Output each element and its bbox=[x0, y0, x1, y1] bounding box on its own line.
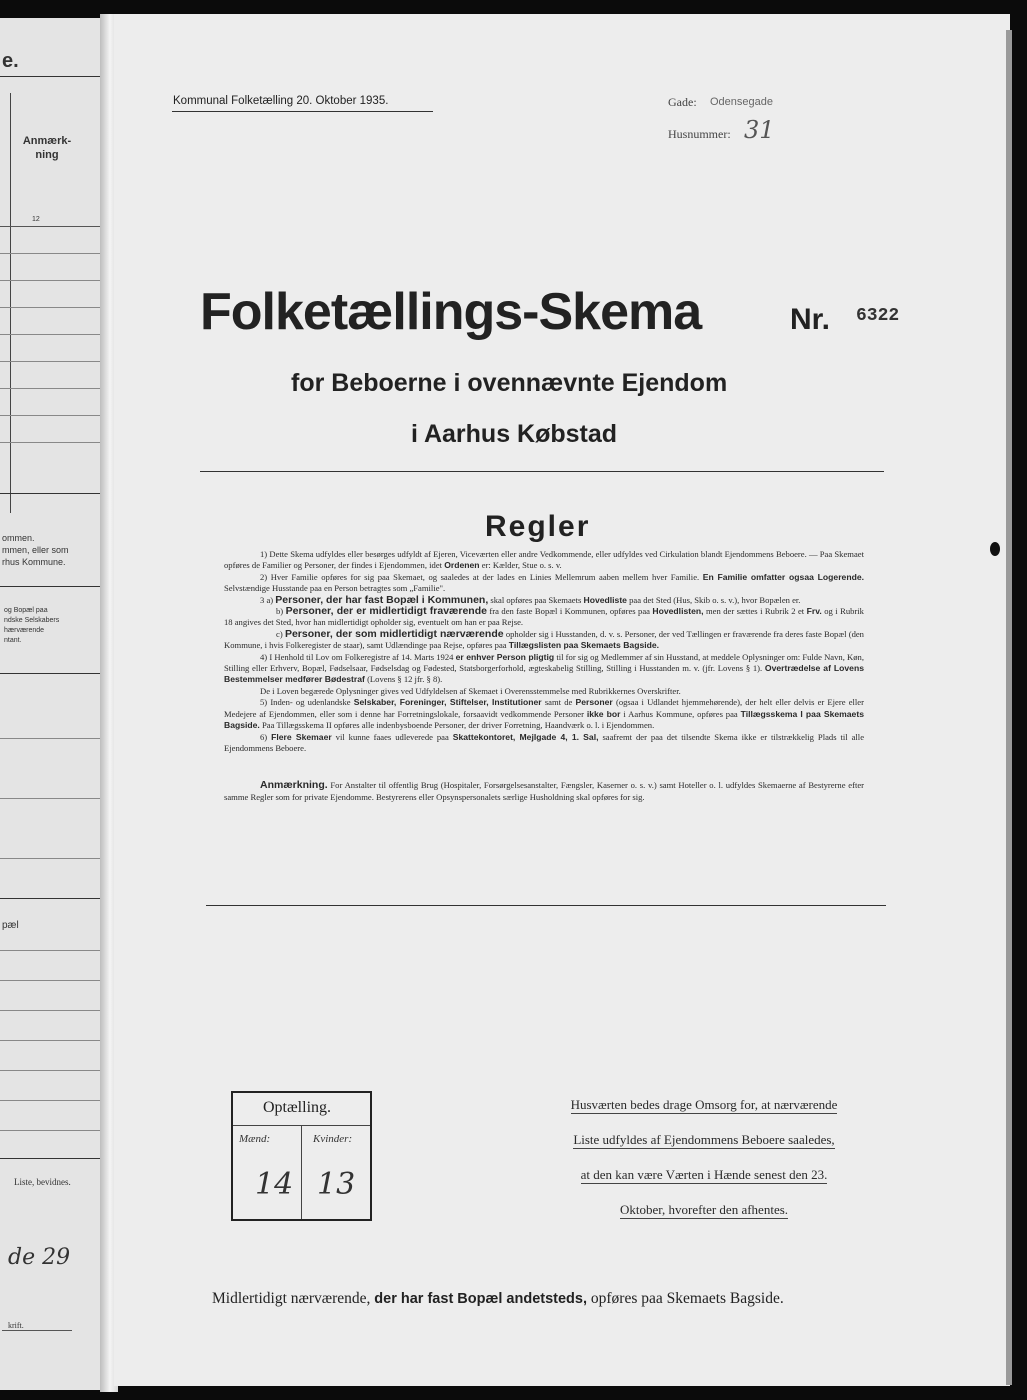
rule-1: 1) Dette Skema udfyldes eller besørges udfyldt af Ejeren, Viceværten eller andre Vedkommende, eller udfyldes ved Cirkulation blandt Ejendommens Beboere. — Paa Skemaet opføres de Familier og Personer, der findes i Ejendommen, idet Ordenen er: Kælder, Stue o. s. v. bbox=[224, 549, 864, 571]
count-box bbox=[231, 1091, 372, 1221]
left-label-liste: Liste, bevidnes. bbox=[14, 1177, 71, 1187]
rule-4: 4) I Henhold til Lov om Folkeregistre af 14. Marts 1924 er enhver Person pligtig til for sig og Medlemmer af sin Husstand, at meddele Oplysninger om: Fulde Navn, Køn, Stilling eller Erhverv, Bopæl, Fødselsaar, Fødselsdag og Fødested, Statsborgerforhold, ægteskabelig Stilling, Stilling i Husstanden m. v. (jfr. Lovens § 1). Overtrædelse af Lovens Bestemmelser medfører Bødestraf (Lovens § 12 jfr. § 8). bbox=[224, 651, 864, 685]
page-edge bbox=[1006, 30, 1012, 1385]
divider bbox=[0, 415, 106, 416]
husnummer-label: Husnummer: bbox=[668, 127, 731, 141]
rule-5: 5) Inden- og udenlandske Selskaber, Foreninger, Stiftelser, Institutioner samt de Personer (ogsaa i Udlandet hjemmehørende), der helt eller delvis er Ejere eller Medejere af Ejendommen, eller som i denne har Forretningslokale, forsaavidt vedkommende Personer ikke bor i Aarhus Kommune, opføres paa Tillægsskema I paa Skemaets Bagside. Paa Tillægsskema II opføres alle indenbysboende Personer, der driver Forretning, Haandværk o. l. i Ejendommen. bbox=[224, 697, 864, 731]
left-text-2c: hærværende bbox=[4, 627, 45, 634]
notice-line-4: Oktober, hvorefter den afhentes. bbox=[619, 1202, 789, 1217]
divider bbox=[0, 253, 106, 254]
divider bbox=[0, 1070, 106, 1071]
gade-label: Gade: bbox=[668, 95, 697, 109]
left-text-2a: og Bopæl paa bbox=[4, 607, 48, 614]
divider bbox=[0, 493, 106, 494]
divider bbox=[0, 1100, 106, 1101]
rule-3a: 3 a) Personer, der har fast Bopæl i Kommunen, skal opføres paa Skemaets Hovedliste paa det Sted (Hus, Skib o. s. v.), hvor Bopælen er. bbox=[260, 593, 801, 606]
left-text-2d: ntant. bbox=[4, 637, 22, 644]
left-heading-fragment: e. bbox=[2, 50, 19, 72]
left-handwriting: de 29 bbox=[8, 1245, 71, 1270]
rule-6: 6) Flere Skemaer vil kunne faaes udleverede paa Skattekontoret, Mejlgade 4, 1. Sal, saafremt der paa det tilsendte Skema ikke er tilstrækkelig Plads til alle Ejendommens Beboere. bbox=[224, 731, 865, 753]
notice-line-2: Liste udfyldes af Ejendommens Beboere saaledes, bbox=[573, 1132, 835, 1147]
maend-label: Mænd: bbox=[239, 1133, 271, 1145]
gade-value: Odensegade bbox=[710, 96, 773, 108]
census-date-label: Kommunal Folketælling 20. Oktober 1935. bbox=[173, 95, 389, 107]
divider bbox=[0, 738, 106, 739]
form-number-label: Nr. bbox=[790, 303, 831, 336]
rules-divider bbox=[206, 905, 886, 906]
divider bbox=[0, 226, 106, 227]
divider bbox=[0, 980, 106, 981]
divider bbox=[0, 334, 106, 335]
footer-note: Midlertidigt nærværende, der har fast Bopæl andetsteds, opføres paa Skemaets Bagside. bbox=[212, 1290, 784, 1307]
form-number-value: 6322 bbox=[856, 306, 900, 326]
left-text-2b: ndske Selskabers bbox=[4, 617, 60, 624]
divider bbox=[0, 388, 106, 389]
rules-heading: Regler bbox=[485, 510, 591, 543]
column-header-remarks: Anmærk- ning bbox=[22, 135, 72, 161]
divider bbox=[10, 93, 11, 513]
divider bbox=[0, 1130, 106, 1131]
remark: Anmærkning. For Anstalter til offentlig Brug (Hospitaler, Forsørgelsesanstalter, Fængsler, Kaserner o. s. v.) samt Hoteller o. l. udfyldes Skemaerne af Bestyrerne efter samme Regler som for private Ejendomme. Bestyrerens eller Opsynspersonalets særlige Husholdning skal opføres for sig. bbox=[224, 779, 865, 802]
left-text-1c: rhus Kommune. bbox=[2, 557, 66, 567]
signature-line bbox=[2, 1330, 72, 1331]
form-subtitle-city: i Aarhus Købstad bbox=[411, 420, 618, 448]
kvinder-count: 13 bbox=[317, 1167, 356, 1202]
left-text-1b: mmen, eller som bbox=[2, 545, 69, 555]
form-subtitle: for Beboerne i ovennævnte Ejendom bbox=[291, 369, 728, 397]
divider bbox=[0, 76, 106, 77]
divider bbox=[0, 673, 106, 674]
left-page-fragment bbox=[0, 18, 106, 1390]
husnummer-value: 31 bbox=[744, 116, 775, 144]
maend-count: 14 bbox=[255, 1167, 294, 1202]
notice-line-1: Husværten bedes drage Omsorg for, at nærværende bbox=[570, 1097, 838, 1112]
divider bbox=[0, 586, 106, 587]
count-box-title: Optælling. bbox=[263, 1099, 332, 1116]
divider bbox=[0, 858, 106, 859]
rule-2: 2) Hver Familie opføres for sig paa Skemaet, og saaledes at der lades en Linies Mellemrum aaben mellem hver Familie. En Familie omfatter ogsaa Logerende. Selvstændige Husstande paa en Person betragtes som „Familie". bbox=[224, 571, 864, 594]
rule-3b: b) Personer, der er midlertidigt fraværende fra den faste Bopæl i Kommunen, opføres paa Hovedlisten, men der sættes i Rubrik 2 et Frv. og i Rubrik 18 angives det Sted, hvor han midlertidigt opholder sig, eventuelt om han er paa Rejse. bbox=[224, 605, 864, 628]
divider bbox=[0, 361, 106, 362]
divider bbox=[0, 950, 106, 951]
left-text-1a: ommen. bbox=[2, 533, 35, 543]
divider bbox=[0, 898, 106, 899]
divider bbox=[0, 1040, 106, 1041]
underline bbox=[172, 111, 433, 112]
rules-text bbox=[224, 549, 864, 803]
title-divider bbox=[200, 471, 884, 472]
divider bbox=[0, 280, 106, 281]
column-number: 12 bbox=[32, 216, 40, 223]
left-label-bopael: pæl bbox=[2, 920, 19, 931]
rule-3c: c) Personer, der som midlertidigt nærværende opholder sig i Husstanden, d. v. s. Personer, der ved Tællingen er fraværende fra deres faste Bopæl (den Kommune, i hvis Folkeregister de staar), samt Udlændinge paa Rejse, opføres paa Tillægslisten paa Skemaets Bagside. bbox=[224, 627, 864, 651]
form-title: Folketællings-Skema bbox=[200, 283, 702, 341]
divider bbox=[0, 1010, 106, 1011]
notice-line-3: at den kan være Værten i Hænde senest den 23. bbox=[580, 1167, 828, 1182]
divider bbox=[0, 1158, 106, 1159]
left-label-skrift: krift. bbox=[8, 1321, 24, 1330]
divider bbox=[301, 1126, 302, 1219]
divider bbox=[0, 307, 106, 308]
rule-4-note: De i Loven begærede Oplysninger gives ved Udfyldelsen af Skemaet i Overensstemmelse med Rubrikkernes Overskrifter. bbox=[260, 685, 681, 696]
ink-mark bbox=[990, 542, 1000, 556]
kvinder-label: Kvinder: bbox=[313, 1133, 353, 1145]
divider bbox=[0, 798, 106, 799]
divider bbox=[0, 442, 106, 443]
